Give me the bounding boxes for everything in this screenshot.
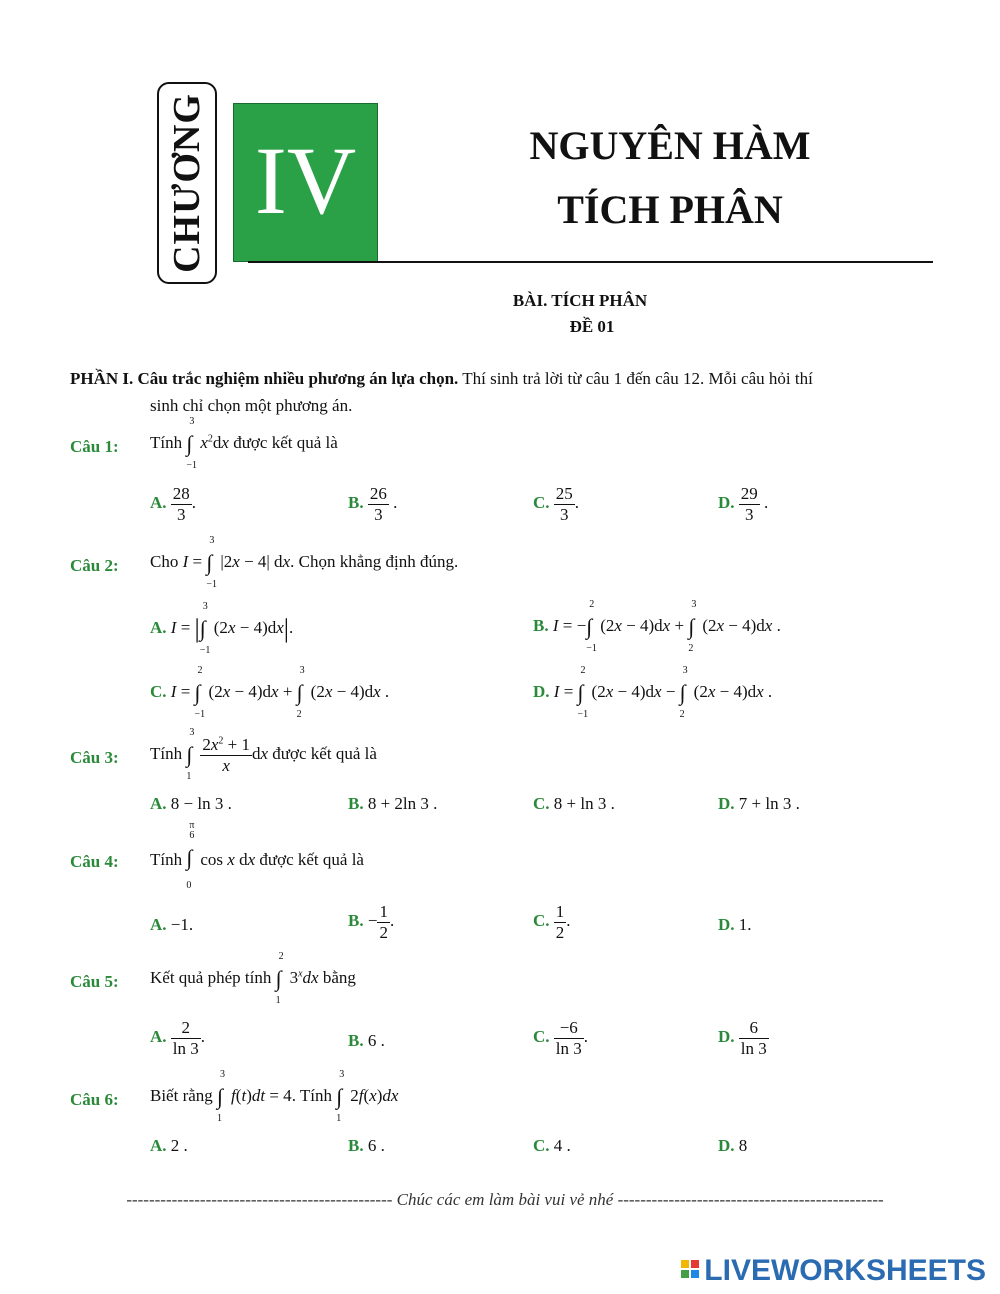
q3-pre: Tính	[150, 743, 183, 763]
q6-option-a[interactable]: A. 2 .	[150, 1136, 188, 1155]
part-instructions	[70, 369, 950, 389]
q1-pre: Tính	[150, 432, 183, 452]
q4-option-c[interactable]: C. $\frac{1}{2}$ .	[533, 902, 571, 942]
liveworksheets-logo	[681, 1254, 986, 1288]
chapter-label-box	[157, 82, 217, 284]
q5-option-a[interactable]: A. $\frac{2}{\ln 3}$ .	[150, 1018, 206, 1058]
q2-option-a[interactable]: A. I = |∫ 3 −1 (2x − 4)dx|.	[150, 601, 294, 656]
question-4-stem: Tính ∫ π 6 0 cos x dx được kết quả là	[150, 820, 364, 891]
q3-option-d[interactable]: D. 7 + ln 3 .	[718, 794, 800, 813]
q3-option-c[interactable]: C. 8 + ln 3 .	[533, 794, 615, 813]
q6-option-d[interactable]: D. 8	[718, 1136, 748, 1155]
question-1-label: Câu 1:	[70, 437, 119, 456]
question-2-label: Câu 2:	[70, 556, 119, 575]
exam-title: ĐỀ 01	[569, 317, 615, 336]
q5-option-d[interactable]: D. $\frac{6}{\ln 3}$	[718, 1018, 767, 1058]
q5-option-b[interactable]: B. 6 .	[348, 1031, 385, 1050]
q2-pre: Cho	[150, 551, 179, 571]
integral-sign: ∫ 3 1	[336, 1069, 345, 1124]
q4-option-d[interactable]: D. 1.	[718, 915, 752, 934]
q2-option-c[interactable]: C. I = ∫ 2 −1 (2x − 4)dx + ∫ 3 2 (2x − 4)dx .	[150, 665, 390, 720]
q4-pre: Tính	[150, 849, 183, 869]
q4-option-a[interactable]: A. −1.	[150, 915, 194, 934]
q6-option-c[interactable]: C. 4 .	[533, 1136, 571, 1155]
part-instructions-text: Thí sinh trả lời từ câu 1 đến câu 12. Mỗi câu hỏi thí	[458, 369, 813, 388]
question-3-stem: Tính ∫ 3 1 $\frac{2x^2 + 1}{x}$ dx được kết quả là	[150, 727, 377, 783]
q5-post: bằng	[322, 967, 356, 987]
lesson-title: BÀI. TÍCH PHÂN	[512, 291, 648, 310]
q1-option-b[interactable]: B. $\frac{26}{3}$ .	[348, 484, 398, 524]
q5-option-c[interactable]: C. $\frac{-6}{\ln 3}$ .	[533, 1018, 589, 1058]
q3-option-b[interactable]: B. 8 + 2ln 3 .	[348, 794, 438, 813]
q1-option-a[interactable]: A. $\frac{28}{3}$ .	[150, 484, 197, 524]
liveworksheets-icon	[681, 1260, 701, 1282]
question-5-label: Câu 5:	[70, 972, 119, 991]
question-6-label: Câu 6:	[70, 1090, 119, 1109]
question-4-label: Câu 4:	[70, 852, 119, 871]
q3-option-a[interactable]: A. 8 − ln 3 .	[150, 794, 232, 813]
brand-text: LIVEWORKSHEETS	[704, 1254, 986, 1287]
chapter-title-line2: TÍCH PHÂN	[557, 187, 783, 232]
q2-post: . Chọn khẳng định đúng.	[290, 551, 459, 571]
q3-post: được kết quả là	[272, 743, 377, 763]
part-instructions-cont: sinh chỉ chọn một phương án.	[150, 396, 353, 415]
q4-option-b[interactable]: B. − $\frac{1}{2}$ .	[348, 902, 395, 942]
q5-pre: Kết quả phép tính	[150, 967, 272, 987]
q1-option-d[interactable]: D. $\frac{29}{3}$ .	[718, 484, 769, 524]
integral-sign: ∫ 3 −1	[186, 416, 197, 471]
q6-pre: Biết rằng	[150, 1085, 213, 1105]
q2-option-d[interactable]: D. I = ∫ 2 −1 (2x − 4)dx − ∫ 3 2 (2x − 4)dx .	[533, 665, 773, 720]
chapter-word: CHƯƠNG	[166, 93, 208, 273]
q2-option-b[interactable]: B. I = −∫ 2 −1 (2x − 4)dx + ∫ 3 2 (2x − 4)dx .	[533, 599, 781, 654]
footer-message: ----------------------------------------------- Chúc các em làm bài vui vẻ nhé -----------------------------------------------	[126, 1190, 884, 1209]
q6-option-b[interactable]: B. 6 .	[348, 1136, 385, 1155]
question-5-stem: Kết quả phép tính ∫ 2 1 3$^x$dx bằng	[150, 951, 356, 1006]
q1-option-c[interactable]: C. $\frac{25}{3}$ .	[533, 484, 580, 524]
q6-mid: . Tính	[291, 1085, 332, 1105]
integral-sign: ∫ 3 1	[217, 1069, 226, 1124]
integral-sign: ∫ 2 1	[275, 951, 284, 1006]
integral-sign: ∫ 3 −1	[206, 535, 217, 590]
chapter-numeral: IV	[254, 127, 357, 234]
question-3-label: Câu 3:	[70, 748, 119, 767]
question-1-stem: Tính ∫ 3 −1 $x^2dx$ được kết quả là	[150, 416, 338, 471]
integral-sign: ∫ 3 1	[186, 727, 195, 783]
chapter-title-line1: NGUYÊN HÀM	[529, 123, 811, 168]
q4-post: được kết quả là	[259, 849, 364, 869]
integral-sign: ∫ π 6 0	[186, 820, 195, 891]
header-rule	[248, 261, 933, 263]
q1-post: được kết quả là	[233, 432, 338, 452]
question-6-stem: Biết rằng ∫ 3 1 f(t)dt = 4. Tính ∫ 3 1 2f(x)dx	[150, 1069, 399, 1124]
part-label: PHẦN I. Câu trắc nghiệm nhiều phương án lựa chọn.	[70, 369, 459, 388]
chapter-number-box	[233, 103, 378, 262]
question-2-stem: Cho I = ∫ 3 −1 |2x − 4| dx. Chọn khẳng định đúng.	[150, 535, 459, 590]
